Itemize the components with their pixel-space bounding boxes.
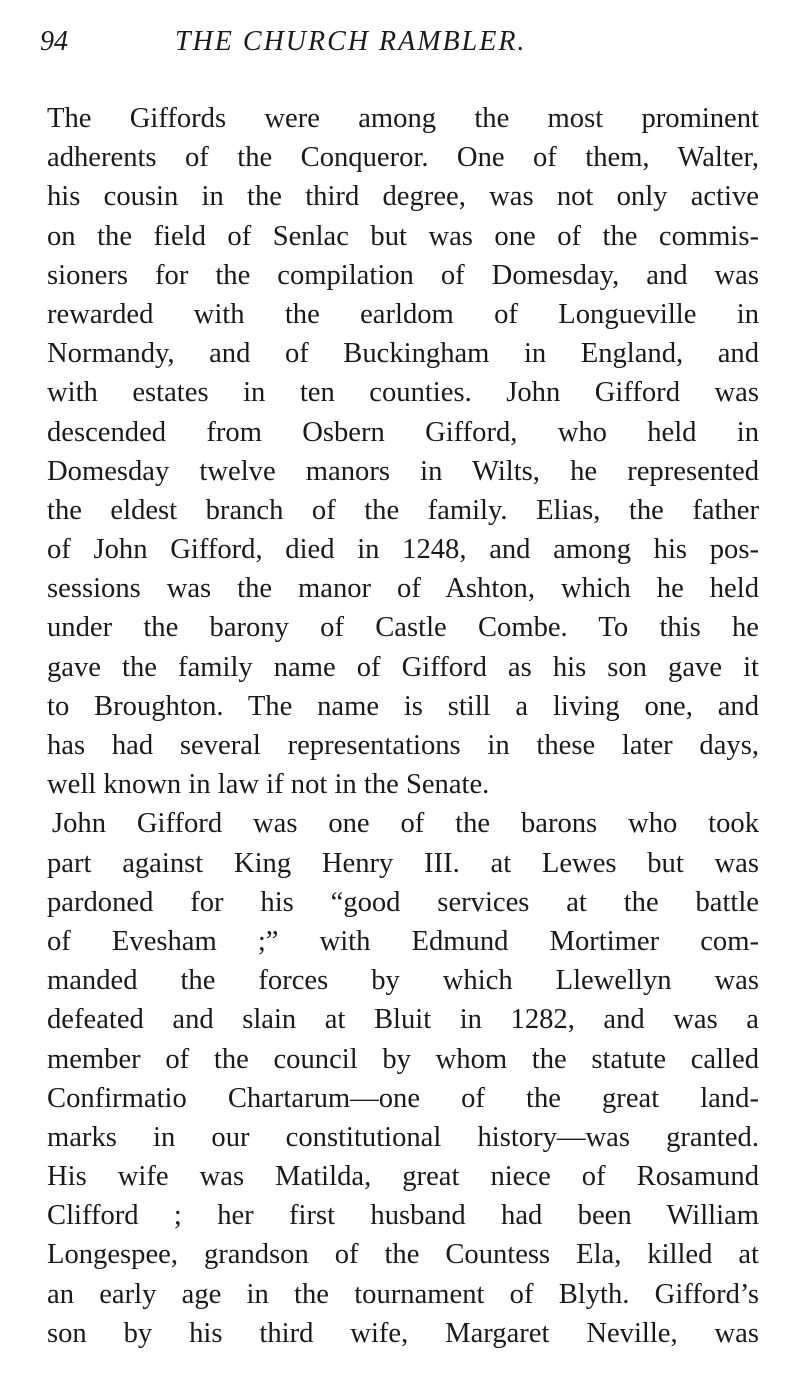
text-line: under the barony of Castle Combe. To this he [47,612,759,644]
text-line: rewarded with the earldom of Longueville in [47,298,759,330]
text-line: to Broughton. The name is still a living one, and [47,690,759,722]
text-line: manded the forces by which Llewellyn was [47,965,759,997]
paragraph-1 [47,99,759,804]
text-line: marks in our constitutional history—was granted. [47,1121,759,1153]
text-line: Normandy, and of Buckingham in England, and [47,338,759,370]
text-line: his cousin in the third degree, was not only active [47,181,759,213]
text-line: descended from Osbern Gifford, who held in [47,416,759,448]
text-line: pardoned for his “good services at the battle [47,886,759,918]
text-line: an early age in the tournament of Blyth. Gifford’s [47,1278,759,1310]
text-line: adherents of the Conqueror. One of them, Walter, [47,142,759,174]
body-text [47,99,759,1353]
text-line: The Giffords were among the most prominent [47,103,759,134]
text-line: member of the council by whom the statute called [47,1043,759,1075]
text-line: well known in law if not in the Senate. [47,769,490,801]
text-line: the eldest branch of the family. Elias, the father [47,494,759,526]
text-line: sessions was the manor of Ashton, which he held [47,573,759,605]
text-line: Confirmatio Chartarum—one of the great land- [47,1082,759,1114]
text-line: part against King Henry III. at Lewes but was [47,847,759,879]
text-line: of John Gifford, died in 1248, and among his pos- [47,534,759,566]
text-line: with estates in ten counties. John Gifford was [47,377,759,409]
text-line: has had several representations in these later days, [47,730,759,761]
page-number: 94 [40,26,68,57]
text-line: of Evesham ;” with Edmund Mortimer com- [47,925,759,957]
text-line: Clifford ; her first husband had been William [47,1200,759,1232]
text-line: His wife was Matilda, great niece of Rosamund [47,1161,759,1193]
text-line: son by his third wife, Margaret Neville, was [47,1317,759,1349]
text-line: Longespee, grandson of the Countess Ela, killed at [47,1239,759,1271]
running-title: THE CHURCH RAMBLER. [175,26,527,57]
text-line: on the field of Senlac but was one of the commis- [47,220,759,252]
paragraph-2 [47,804,759,1353]
page-header [40,22,760,62]
text-line: John Gifford was one of the barons who took [52,808,759,840]
text-line: gave the family name of Gifford as his son gave it [47,651,759,683]
text-line: defeated and slain at Bluit in 1282, and was a [47,1004,759,1036]
text-line: sioners for the compilation of Domesday, and was [47,259,759,291]
text-line: Domesday twelve manors in Wilts, he represented [47,455,759,487]
